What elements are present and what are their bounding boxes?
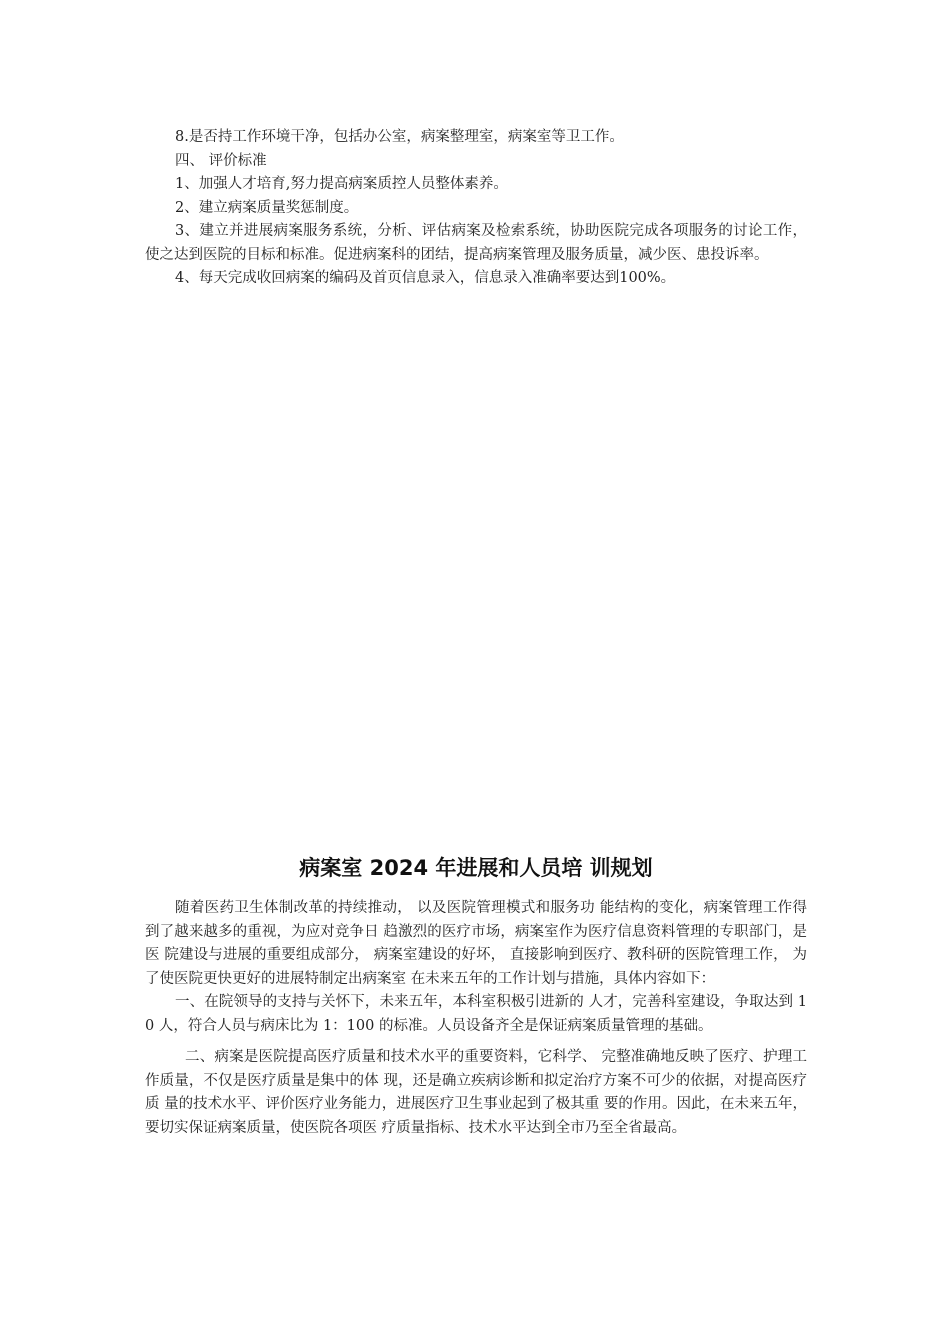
paragraph-standard-1: 1、加强人才培育,努力提高病案质控人员整体素养。	[175, 176, 508, 192]
plan-section	[145, 897, 807, 1140]
paragraph-introduction: 随着医药卫生体制改革的持续推动， 以及医院管理模式和服务功 能结构的变化，病案管理工作得到了越来越多的重视，为应对竞争日 趋激烈的医疗市场，病案室作为医疗信息资料管理的专职部门，是医 院建设与进展的重要组成部分， 病案室建设的好坏， 直接影响到医疗、教科研的医院管理工作， 为了使医院更快更好的进展特制定出病案室 在未来五年的工作计划与措施，具体内容如下：	[145, 900, 807, 987]
evaluation-section	[145, 126, 807, 291]
paragraph-point-two: 二、病案是医院提高医疗质量和技术水平的重要资料，它科学、 完整准确地反映了医疗、护理工作质量，不仅是医疗质量是集中的体 现，还是确立疾病诊断和拟定治疗方案不可少的依据，对提高医疗质 量的技术水平、评价医疗业务能力，进展医疗卫生事业起到了极其重 要的作用。因此，在未来五年，要切实保证病案质量，使医院各项医 疗质量指标、技术水平达到全市乃至全省最高。	[145, 1049, 807, 1136]
paragraph-point-one: 一、在院领导的支持与关怀下，未来五年，本科室积极引进新的 人才，完善科室建设，争取达到 10 人，符合人员与病床比为 1：100 的标准。人员设备齐全是保证病案质量管理的基础。	[145, 994, 807, 1034]
section-heading-evaluation-standards: 四、 评价标准	[175, 152, 267, 169]
document-title: 病案室 2024 年进展和人员培 训规划	[299, 856, 653, 880]
paragraph-standard-2: 2、建立病案质量奖惩制度。	[175, 199, 359, 216]
paragraph-item-8: 8.是否持工作环境干净，包括办公室，病案整理室，病案室等卫工作。	[175, 129, 624, 145]
paragraph-standard-4: 4、每天完成收回病案的编码及首页信息录入，信息录入准确率要达到100%。	[175, 270, 676, 286]
paragraph-standard-3: 3、建立并进展病案服务系统，分析、评估病案及检索系统，协助医院完成各项服务的讨论工作，使之达到医院的目标和标准。促进病案科的团结，提高病案管理及服务质量，减少医、患投诉率。	[145, 223, 807, 263]
